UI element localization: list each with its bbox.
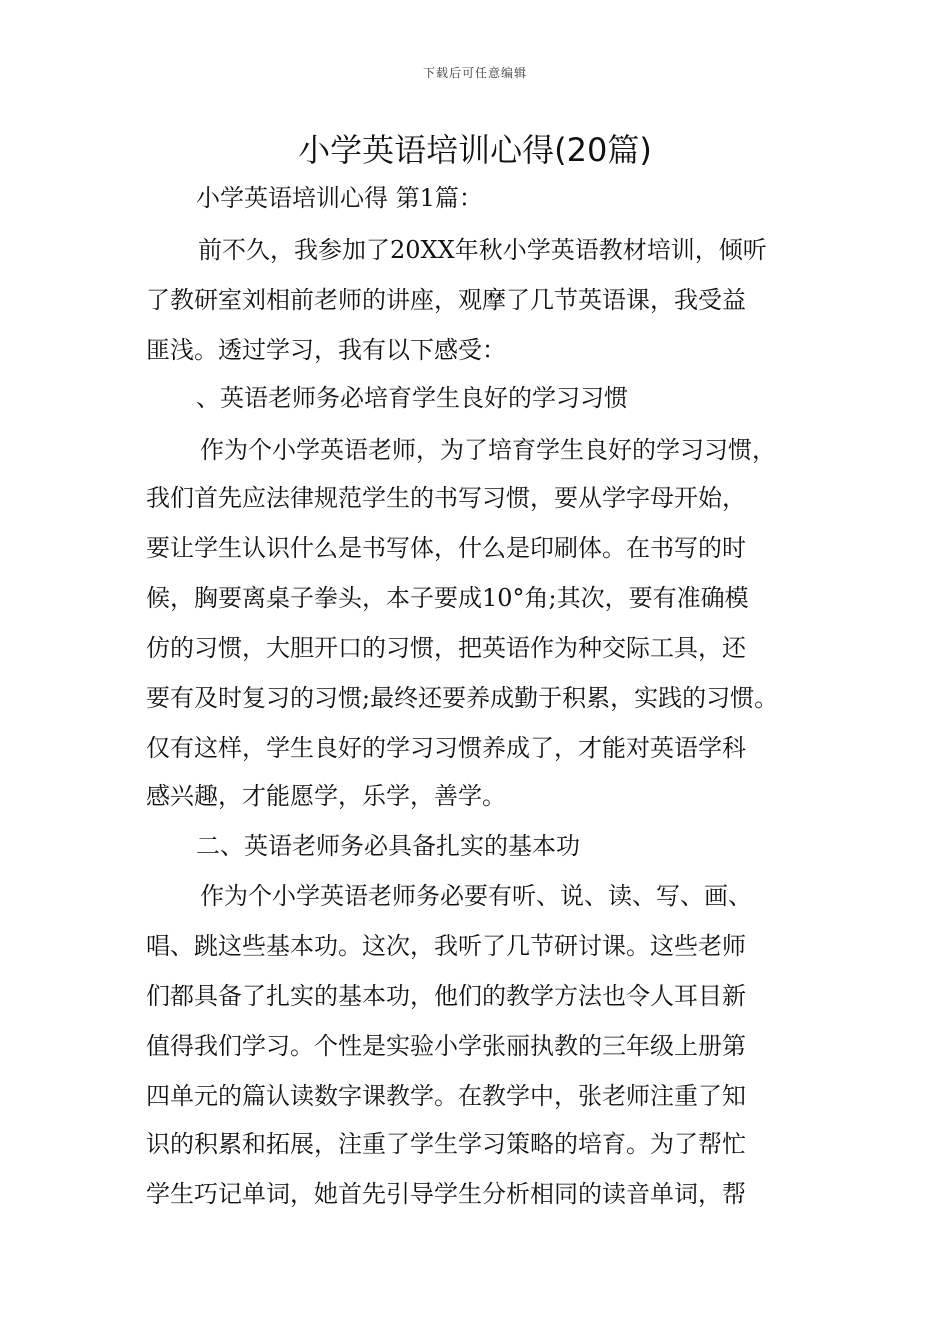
document-title: 小学英语培训心得(20篇) <box>298 131 652 169</box>
paragraph-line: 匪浅。透过学习，我有以下感受： <box>146 336 506 364</box>
paragraph-line: 作为个小学英语老师，为了培育学生良好的学习习惯， <box>200 436 776 464</box>
paragraph-line: 作为个小学英语老师务必要有听、说、读、写、画、 <box>200 882 752 910</box>
paragraph-line: 四单元的篇认读数字课教学。在教学中，张老师注重了知 <box>146 1082 746 1110</box>
paragraph-line: 前不久，我参加了20XX年秋小学英语教材培训，倾听 <box>198 236 767 264</box>
subheading: 二、英语老师务必具备扎实的基本功 <box>196 832 580 860</box>
paragraph-line: 感兴趣，才能愿学，乐学，善学。 <box>146 782 506 810</box>
paragraph-line: 要让学生认识什么是书写体，什么是印刷体。在书写的时 <box>146 534 746 562</box>
paragraph-line: 仿的习惯，大胆开口的习惯，把英语作为种交际工具，还 <box>146 634 746 662</box>
paragraph-line: 我们首先应法律规范学生的书写习惯，要从学字母开始， <box>146 484 746 512</box>
header-note: 下载后可任意编辑 <box>422 66 527 80</box>
paragraph-line: 候，胸要离桌子拳头，本子要成10°角;其次，要有准确模 <box>146 584 749 612</box>
paragraph-line: 要有及时复习的习惯;最终还要养成勤于积累，实践的习惯。 <box>146 684 779 712</box>
subheading: 、英语老师务必培育学生良好的学习习惯 <box>196 384 628 412</box>
paragraph-line: 识的积累和拓展，注重了学生学习策略的培育。为了帮忙 <box>146 1130 746 1158</box>
paragraph-line: 学生巧记单词，她首先引导学生分析相同的读音单词，帮 <box>146 1180 746 1208</box>
paragraph-line: 仅有这样，学生良好的学习习惯养成了，才能对英语学科 <box>146 734 746 762</box>
section-heading: 小学英语培训心得 第1篇： <box>196 184 483 212</box>
paragraph-line: 们都具备了扎实的基本功，他们的教学方法也令人耳目新 <box>146 982 746 1010</box>
paragraph-line: 唱、跳这些基本功。这次，我听了几节研讨课。这些老师 <box>146 932 746 960</box>
paragraph-line: 值得我们学习。个性是实验小学张丽执教的三年级上册第 <box>146 1032 746 1060</box>
paragraph-line: 了教研室刘相前老师的讲座，观摩了几节英语课，我受益 <box>146 286 746 314</box>
